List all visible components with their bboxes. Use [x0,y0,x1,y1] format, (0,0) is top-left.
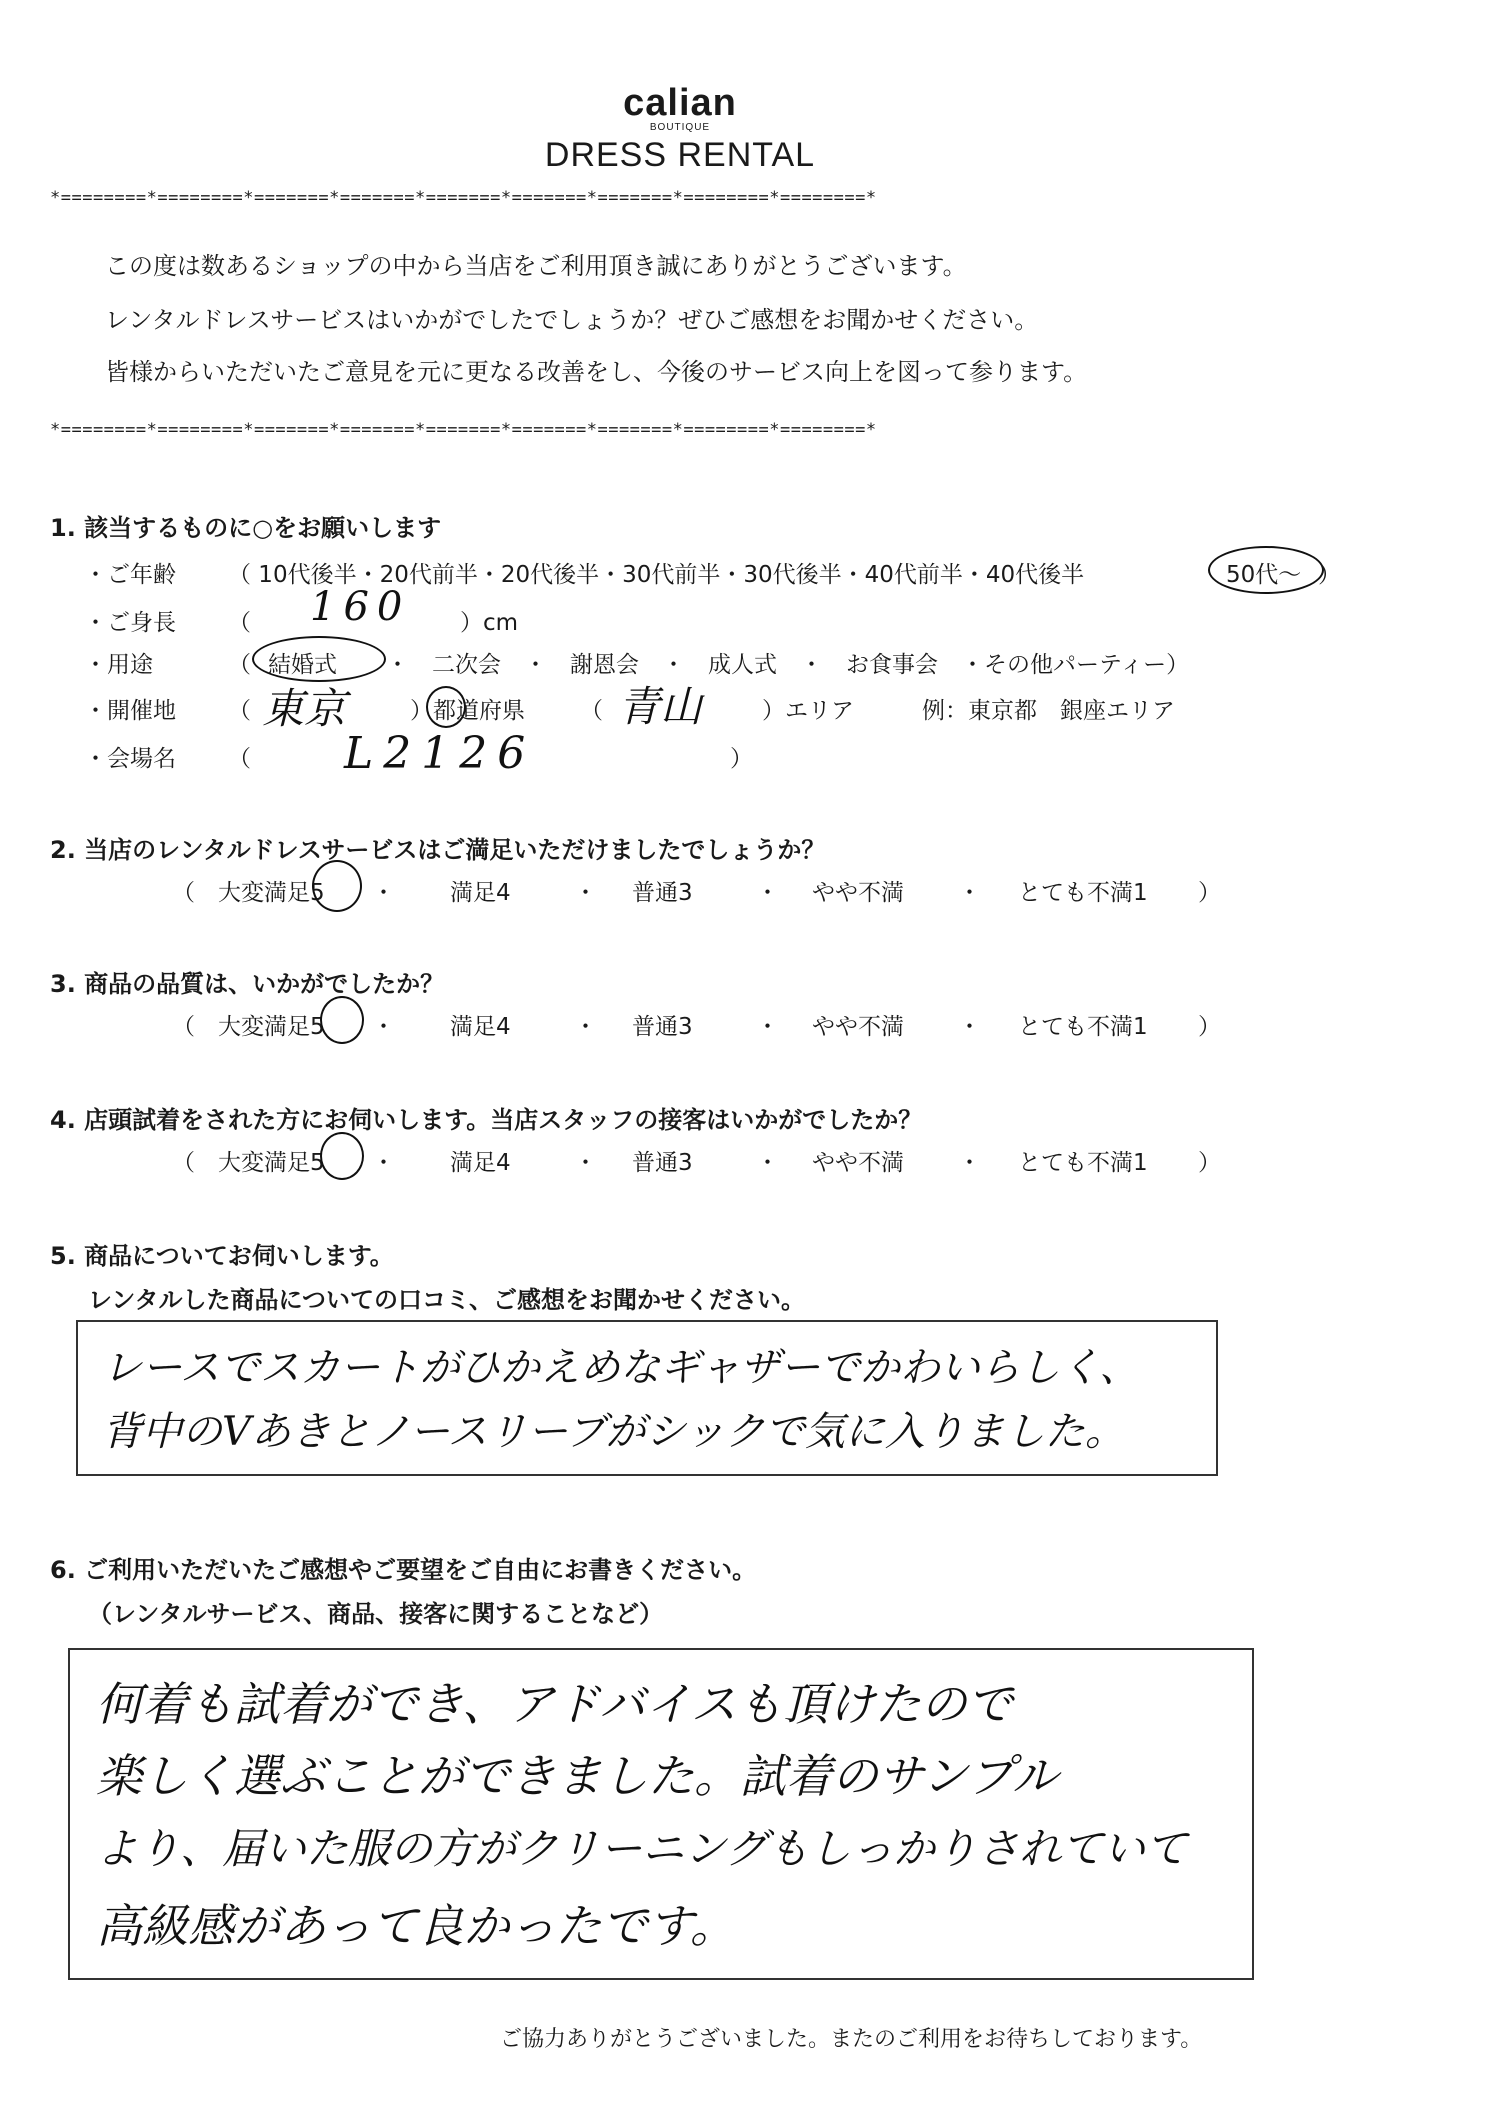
age-options: （ 10代後半・20代前半・20代後半・30代前半・30代後半・40代前半・40代後半 [228,562,1085,588]
venue-area-open2: （ [580,698,603,724]
q2-option-satisfied[interactable]: 満足4 [450,880,511,906]
q6-answer-line-2: 楽しく選ぶことができました。試着のサンプル [96,1749,1058,1803]
q5-answer-line-2: 背中のVあきとノースリーブがシックで気に入りました。 [102,1409,1125,1455]
q6-subtitle: （レンタルサービス、商品、接客に関することなど） [88,1600,664,1628]
q2-sep-4: ・ [958,880,981,906]
q4-option-satisfied[interactable]: 満足4 [450,1150,511,1176]
q1-title: 1. 該当するものに○をお願いします [50,514,442,542]
q4-title: 4. 店頭試着をされた方にお伺いします。当店スタッフの接客はいかがでしたか？ [50,1106,923,1134]
q3-option-satisfied[interactable]: 満足4 [450,1014,511,1040]
age-selected[interactable]: 50代～ [1226,562,1302,588]
venue-name-label: ・会場名 [84,746,176,772]
q4-sep-1: ・ [372,1150,395,1176]
q3-sep-4: ・ [958,1014,981,1040]
q3-close-paren: ） [1198,1014,1221,1040]
venue-name-value[interactable]: L2126 [344,728,536,779]
q4-sep-4: ・ [958,1150,981,1176]
height-unit: ）cm [460,610,519,636]
prefecture-circle [426,686,466,728]
q4-option-slightly-dissatisfied[interactable]: やや不満 [812,1150,904,1176]
divider-top: *========*========*=======*=======*=======*=======*=======*========*========* [50,188,877,208]
venue-name-close: ） [730,746,753,772]
q2-sep-3: ・ [756,880,779,906]
height-label: ・ご身長 [84,610,176,636]
venue-area-suffix: ）都道府県 [410,698,525,724]
q4-option-very-satisfied[interactable]: 大変満足5 [218,1150,325,1176]
q2-option-slightly-dissatisfied[interactable]: やや不満 [812,880,904,906]
divider-bottom: *========*========*=======*=======*=======*=======*=======*========*========* [50,420,877,440]
q6-answer-line-4: 高級感があって良かったです。 [96,1899,736,1953]
q2-sep-2: ・ [574,880,597,906]
venue-name-open: （ [228,746,251,772]
age-close: ） [1318,562,1341,588]
q2-close-paren: ） [1198,880,1221,906]
venue-area[interactable]: 青山 [618,682,703,731]
q2-title: 2. 当店のレンタルドレスサービスはご満足いただけましたでしょうか？ [50,836,826,864]
q5-answer-line-1: レースでスカートがひかえめなギャザーでかわいらしく、 [102,1345,1140,1391]
intro-line-3: 皆様からいただいたご意見を元に更なる改善をし、今後のサービス向上を図って参ります。 [105,358,1088,386]
intro-line-2: レンタルドレスサービスはいかがでしたでしょうか？ぜひご感想をお聞かせください。 [105,306,1039,334]
q3-sep-3: ・ [756,1014,779,1040]
q3-option-normal[interactable]: 普通3 [632,1014,693,1040]
q3-sep-2: ・ [574,1014,597,1040]
q2-option-very-dissatisfied[interactable]: とても不満1 [1018,880,1148,906]
q2-option-very-satisfied[interactable]: 大変満足5 [218,880,325,906]
q5-subtitle: レンタルした商品についての口コミ、ご感想をお聞かせください。 [88,1286,805,1314]
height-value[interactable]: 160 [310,584,411,630]
venue-prefecture[interactable]: 東京 [262,684,347,733]
q3-sep-1: ・ [372,1014,395,1040]
q3-title: 3. 商品の品質は、いかがでしたか？ [50,970,445,998]
q4-option-very-dissatisfied[interactable]: とても不満1 [1018,1150,1148,1176]
q4-sep-2: ・ [574,1150,597,1176]
venue-area-label: ・開催地 [84,698,176,724]
venue-example: 例：東京都 銀座エリア [922,698,1175,724]
q4-sep-3: ・ [756,1150,779,1176]
q4-open-paren: （ [172,1150,195,1176]
venue-area-area-suffix: ）エリア [762,698,854,724]
venue-area-open: （ [228,698,251,724]
intro-line-1: この度は数あるショップの中から当店をご利用頂き誠にありがとうございます。 [105,252,967,280]
q2-open-paren: （ [172,880,195,906]
q3-option-very-dissatisfied[interactable]: とても不満1 [1018,1014,1148,1040]
q5-title: 5. 商品についてお伺いします。 [50,1242,394,1270]
q2-sep-1: ・ [372,880,395,906]
q4-close-paren: ） [1198,1150,1221,1176]
q4-option-normal[interactable]: 普通3 [632,1150,693,1176]
q2-option-normal[interactable]: 普通3 [632,880,693,906]
purpose-label: ・用途 [84,652,153,678]
brand-logo: calian [623,82,737,124]
q3-option-very-satisfied[interactable]: 大変満足5 [218,1014,325,1040]
purpose-open: （ [228,652,251,678]
q3-open-paren: （ [172,1014,195,1040]
q3-option-slightly-dissatisfied[interactable]: やや不満 [812,1014,904,1040]
q4-selected-circle [320,1132,364,1180]
purpose-selected[interactable]: 結婚式 [268,652,337,678]
age-selected-circle [1208,546,1324,594]
height-open: （ [228,610,251,636]
q6-answer-line-1: 何着も試着ができ、アドバイスも頂けたので [96,1677,1013,1731]
brand-logo-sub: BOUTIQUE [649,122,711,133]
q2-selected-circle [312,860,362,912]
age-label: ・ご年齢 [84,562,176,588]
q6-title: 6. ご利用いただいたご感想やご要望をご自由にお書きください。 [50,1556,757,1584]
brand-logo-line: DRESS RENTAL [544,136,816,174]
q6-answer-line-3: より、届いた服の方がクリーニングもしっかりされていて [96,1824,1188,1873]
footer-thanks: ご協力ありがとうございました。またのご利用をお待ちしております。 [500,2027,1203,2052]
q3-selected-circle [320,996,364,1044]
purpose-rest: ・ 二次会 ・ 謝恩会 ・ 成人式 ・ お食事会 ・その他パーティー） [386,652,1190,678]
